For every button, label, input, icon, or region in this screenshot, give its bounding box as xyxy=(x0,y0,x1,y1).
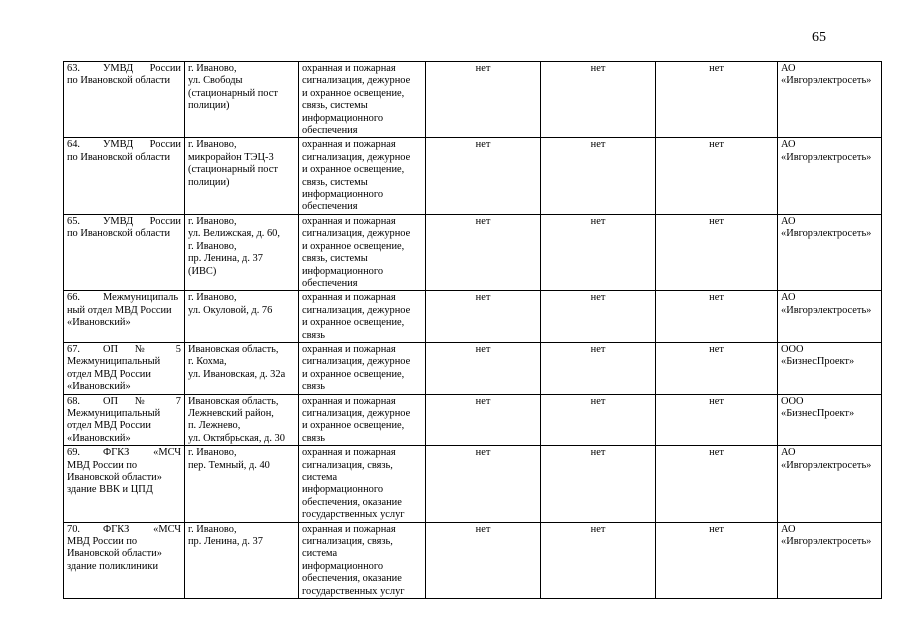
address-cell xyxy=(185,291,299,343)
systems-cell-line: обеспечения xyxy=(302,125,358,137)
address-cell-line: г. Иваново, xyxy=(188,139,237,151)
organization-name-line: здание поликлиники xyxy=(67,560,159,572)
systems-cell-line: и охранное освещение, xyxy=(302,420,405,432)
organization-name-line: Межмуниципальный xyxy=(67,407,161,419)
table-row xyxy=(64,138,882,214)
address-cell-line: (стационарный пост xyxy=(188,164,278,176)
systems-cell-line: охранная и пожарная xyxy=(302,215,396,227)
systems-cell-line: сигнализация, дежурное xyxy=(302,151,411,163)
organization-name: Межмуниципаль xyxy=(103,292,179,304)
provider-cell-line: «БизнесПроект» xyxy=(781,356,855,368)
value-cell-3: нет xyxy=(656,214,778,290)
organization-name-line: по Ивановской области xyxy=(67,151,171,163)
systems-cell-line: сигнализация, дежурное xyxy=(302,304,411,316)
organization-first-line xyxy=(67,396,181,408)
page-number: 65 xyxy=(812,30,826,45)
address-cell-line: пр. Ленина, д. 37 xyxy=(188,536,263,548)
systems-cell-line: информационного xyxy=(302,265,384,277)
provider-cell-line: «Ивгорэлектросеть» xyxy=(781,536,872,548)
value-cell-3: нет xyxy=(656,394,778,446)
value-cell-1: нет xyxy=(426,446,541,522)
systems-cell xyxy=(299,522,426,598)
value-cell-2: нет xyxy=(541,62,656,138)
organization-name-line: Ивановской области» xyxy=(67,472,162,483)
systems-cell-line: сигнализация, дежурное xyxy=(302,356,411,368)
organization-name-line: «Ивановский» xyxy=(67,432,131,444)
provider-cell xyxy=(778,342,882,394)
systems-cell-line: связь xyxy=(302,381,326,393)
address-cell-line: Ивановская область, xyxy=(188,343,279,355)
systems-cell-line: связь xyxy=(302,432,326,444)
value-cell-3: нет xyxy=(656,342,778,394)
address-cell-line: ул. Окуловой, д. 76 xyxy=(188,304,273,316)
address-cell xyxy=(185,342,299,394)
value-cell-2: нет xyxy=(541,394,656,446)
provider-cell-line: АО xyxy=(781,523,796,535)
organization-name: УМВД России xyxy=(103,63,181,74)
systems-cell-line: связь, системы xyxy=(302,176,368,188)
address-cell-line: г. Иваново, xyxy=(188,292,237,304)
organization-name-line: здание ВВК и ЦПД xyxy=(67,484,153,496)
systems-cell-line: сигнализация, дежурное xyxy=(302,75,411,87)
address-cell-line: (стационарный пост xyxy=(188,87,278,99)
organization-cell xyxy=(64,394,185,446)
systems-cell-line: охранная и пожарная xyxy=(302,292,396,304)
address-cell-line: полиции) xyxy=(188,100,230,112)
organization-cell xyxy=(64,342,185,394)
provider-cell-line: «Ивгорэлектросеть» xyxy=(781,304,872,316)
organization-name: ФГКЗ «МСЧ xyxy=(103,523,181,535)
value-cell-1: нет xyxy=(426,138,541,214)
value-cell-3: нет xyxy=(656,446,778,522)
systems-cell-line: связь, системы xyxy=(302,253,368,265)
objects-table xyxy=(63,61,882,599)
address-cell-line: г. Иваново, xyxy=(188,63,237,74)
systems-cell-line: охранная и пожарная xyxy=(302,447,396,459)
organization-name-line: МВД России по xyxy=(67,459,138,471)
systems-cell-line: сигнализация, дежурное xyxy=(302,407,411,419)
organization-first-line xyxy=(67,216,181,228)
provider-cell-line: АО xyxy=(781,447,796,459)
address-cell-line: Ивановская область, xyxy=(188,395,279,407)
address-cell-line: ул. Свободы xyxy=(188,75,243,87)
provider-cell-line: ООО xyxy=(781,343,804,355)
organization-name-line: Ивановской области» xyxy=(67,548,162,560)
organization-name-line: «Ивановский» xyxy=(67,381,131,393)
systems-cell xyxy=(299,446,426,522)
address-cell-line: п. Лежнево, xyxy=(188,420,241,432)
provider-cell xyxy=(778,291,882,343)
organization-name-line: ный отдел МВД России xyxy=(67,304,172,316)
systems-cell-line: сигнализация, связь, xyxy=(302,536,393,548)
value-cell-1: нет xyxy=(426,342,541,394)
organization-name-line: Межмуниципальный xyxy=(67,356,161,368)
address-cell-line: пр. Ленина, д. 37 xyxy=(188,253,263,265)
systems-cell-line: охранная и пожарная xyxy=(302,395,396,407)
table-row xyxy=(64,342,882,394)
systems-cell xyxy=(299,394,426,446)
organization-name: УМВД России xyxy=(103,215,181,227)
organization-name-line: МВД России по xyxy=(67,536,138,548)
systems-cell-line: охранная и пожарная xyxy=(302,139,396,151)
table-body xyxy=(64,62,882,599)
value-cell-2: нет xyxy=(541,342,656,394)
organization-name: УМВД России xyxy=(103,139,181,151)
value-cell-2: нет xyxy=(541,214,656,290)
address-cell xyxy=(185,62,299,138)
address-cell-line: г. Кохма, xyxy=(188,356,227,368)
row-number: 64. xyxy=(67,139,80,151)
systems-cell-line: охранная и пожарная xyxy=(302,63,396,74)
address-cell-line: ул. Ивановская, д. 32а xyxy=(188,368,286,380)
systems-cell xyxy=(299,342,426,394)
provider-cell xyxy=(778,446,882,522)
value-cell-1: нет xyxy=(426,522,541,598)
provider-cell-line: АО xyxy=(781,63,796,74)
systems-cell xyxy=(299,214,426,290)
address-cell-line: г. Иваново, xyxy=(188,240,237,252)
systems-cell-line: охранная и пожарная xyxy=(302,523,396,535)
address-cell xyxy=(185,214,299,290)
address-cell-line: г. Иваново, xyxy=(188,215,237,227)
address-cell xyxy=(185,446,299,522)
value-cell-1: нет xyxy=(426,394,541,446)
row-number: 66. xyxy=(67,292,80,304)
organization-name-line: отдел МВД России xyxy=(67,368,151,380)
value-cell-3: нет xyxy=(656,62,778,138)
systems-cell-line: и охранное освещение, xyxy=(302,317,405,329)
address-cell-line: полиции) xyxy=(188,176,230,188)
address-cell xyxy=(185,522,299,598)
value-cell-2: нет xyxy=(541,522,656,598)
systems-cell-line: сигнализация, связь, xyxy=(302,459,393,471)
organization-first-line xyxy=(67,63,181,75)
systems-cell-line: информационного xyxy=(302,484,384,496)
systems-cell-line: и охранное освещение, xyxy=(302,240,405,252)
organization-name: ОП № 7 xyxy=(103,395,181,407)
value-cell-2: нет xyxy=(541,446,656,522)
systems-cell xyxy=(299,138,426,214)
table-row xyxy=(64,214,882,290)
systems-cell-line: система xyxy=(302,472,338,483)
provider-cell-line: «БизнесПроект» xyxy=(781,407,855,419)
row-number: 63. xyxy=(67,63,80,74)
table-row xyxy=(64,291,882,343)
systems-cell-line: государственных услуг xyxy=(302,509,405,521)
value-cell-2: нет xyxy=(541,138,656,214)
organization-name: ОП № 5 xyxy=(103,343,181,355)
value-cell-3: нет xyxy=(656,138,778,214)
address-cell-line: (ИВС) xyxy=(188,265,217,277)
value-cell-2: нет xyxy=(541,291,656,343)
systems-cell-line: связь, системы xyxy=(302,100,368,112)
systems-cell-line: обеспечения xyxy=(302,277,358,289)
address-cell-line: пер. Темный, д. 40 xyxy=(188,459,270,471)
provider-cell-line: АО xyxy=(781,292,796,304)
row-number: 70. xyxy=(67,523,80,535)
address-cell-line: ул. Октябрьская, д. 30 xyxy=(188,432,285,444)
provider-cell-line: ООО xyxy=(781,395,804,407)
organization-cell xyxy=(64,446,185,522)
organization-first-line xyxy=(67,139,181,151)
value-cell-1: нет xyxy=(426,291,541,343)
address-cell-line: г. Иваново, xyxy=(188,447,237,459)
systems-cell-line: связь xyxy=(302,329,326,341)
provider-cell xyxy=(778,138,882,214)
address-cell-line: Лежневский район, xyxy=(188,407,274,419)
provider-cell-line: «Ивгорэлектросеть» xyxy=(781,459,872,471)
provider-cell-line: «Ивгорэлектросеть» xyxy=(781,75,872,87)
provider-cell xyxy=(778,394,882,446)
provider-cell xyxy=(778,62,882,138)
systems-cell-line: и охранное освещение, xyxy=(302,87,405,99)
systems-cell-line: обеспечения xyxy=(302,201,358,213)
systems-cell-line: и охранное освещение, xyxy=(302,164,405,176)
organization-name-line: по Ивановской области xyxy=(67,228,171,240)
table-row xyxy=(64,522,882,598)
value-cell-3: нет xyxy=(656,522,778,598)
systems-cell-line: информационного xyxy=(302,189,384,201)
address-cell-line: микрорайон ТЭЦ-3 xyxy=(188,151,274,163)
systems-cell xyxy=(299,62,426,138)
organization-name-line: «Ивановский» xyxy=(67,317,131,329)
address-cell xyxy=(185,138,299,214)
provider-cell-line: «Ивгорэлектросеть» xyxy=(781,151,872,163)
row-number: 67. xyxy=(67,343,80,355)
systems-cell-line: сигнализация, дежурное xyxy=(302,228,411,240)
organization-first-line xyxy=(67,292,181,304)
value-cell-1: нет xyxy=(426,214,541,290)
address-cell xyxy=(185,394,299,446)
systems-cell-line: и охранное освещение, xyxy=(302,368,405,380)
systems-cell-line: государственных услуг xyxy=(302,585,405,597)
systems-cell-line: система xyxy=(302,548,338,560)
row-number: 69. xyxy=(67,447,80,459)
table-row xyxy=(64,394,882,446)
row-number: 65. xyxy=(67,215,80,227)
organization-cell xyxy=(64,138,185,214)
table-row xyxy=(64,446,882,522)
address-cell-line: г. Иваново, xyxy=(188,523,237,535)
organization-first-line xyxy=(67,524,181,536)
provider-cell-line: АО xyxy=(781,215,796,227)
organization-first-line xyxy=(67,447,181,459)
systems-cell-line: обеспечения, оказание xyxy=(302,573,402,585)
systems-cell xyxy=(299,291,426,343)
organization-cell xyxy=(64,62,185,138)
systems-cell-line: обеспечения, оказание xyxy=(302,496,402,508)
value-cell-1: нет xyxy=(426,62,541,138)
provider-cell-line: «Ивгорэлектросеть» xyxy=(781,228,872,240)
provider-cell xyxy=(778,214,882,290)
organization-name-line: по Ивановской области xyxy=(67,75,171,87)
organization-cell xyxy=(64,291,185,343)
value-cell-3: нет xyxy=(656,291,778,343)
systems-cell-line: информационного xyxy=(302,112,384,124)
row-number: 68. xyxy=(67,395,80,407)
organization-cell xyxy=(64,522,185,598)
organization-first-line xyxy=(67,344,181,356)
provider-cell xyxy=(778,522,882,598)
systems-cell-line: информационного xyxy=(302,560,384,572)
systems-cell-line: охранная и пожарная xyxy=(302,343,396,355)
table-row xyxy=(64,62,882,138)
provider-cell-line: АО xyxy=(781,139,796,151)
organization-name-line: отдел МВД России xyxy=(67,420,151,432)
address-cell-line: ул. Велижская, д. 60, xyxy=(188,228,280,240)
organization-name: ФГКЗ «МСЧ xyxy=(103,447,181,459)
organization-cell xyxy=(64,214,185,290)
